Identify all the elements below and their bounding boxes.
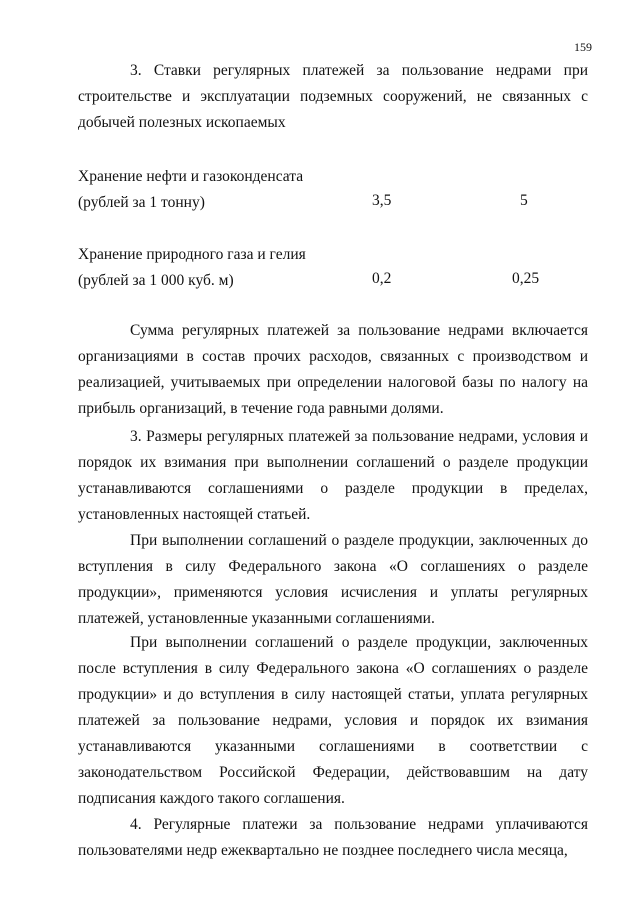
paragraph-psa-after-law: При выполнении соглашений о разделе продукции, заключенных после вступления в силу Федерального закона «О соглашениях о разделе продукции» и до вступления в силу настоящей статьи, уплата регулярных платежей за пользование недрами, условия и порядок их взимания устанавливаются указанными соглашениями в соответствии с законодательством Российской Федерации, действовавшим на дату подписания каждого такого соглашения. <box>78 634 588 807</box>
paragraph-expenses: Сумма регулярных платежей за пользование недрами включается организациями в состав прочих расходов, связанных с производством и реализацией, учитываемых при определении налоговой базы по налогу на прибыль организаций, в течение года равными долями. <box>78 322 588 417</box>
rate-oil-min: 3,5 <box>372 192 392 209</box>
rate-gas-min: 0,2 <box>372 270 392 287</box>
rate-gas-max: 0,25 <box>512 270 540 287</box>
paragraph-quarterly-payment: 4. Регулярные платежи за пользование недрами уплачиваются пользователями недр ежеквартально не позднее последнего числа месяца, <box>78 816 588 859</box>
rate-label-gas-line1: Хранение природного газа и гелия <box>78 246 306 263</box>
section-heading: 3. Ставки регулярных платежей за пользование недрами при строительстве и эксплуатации подземных сооружений, не связанных с добычей полезных ископаемых <box>78 62 588 131</box>
page-number: 159 <box>574 40 592 54</box>
paragraph-psa-sizes: 3. Размеры регулярных платежей за пользование недрами, условия и порядок их взимания при выполнении соглашений о разделе продукции устанавливаются соглашениями о разделе продукции в пределах, установленных настоящей статьей. <box>78 428 588 523</box>
rate-label-oil-line1: Хранение нефти и газоконденсата <box>78 168 304 185</box>
paragraph-psa-before-law: При выполнении соглашений о разделе продукции, заключенных до вступления в силу Федерального закона «О соглашениях о разделе продукции», применяются условия исчисления и уплаты регулярных платежей, установленные указанными соглашениями. <box>78 532 588 627</box>
rate-label-gas-line2: (рублей за 1 000 куб. м) <box>78 272 234 289</box>
rate-label-oil-line2: (рублей за 1 тонну) <box>78 194 205 211</box>
rate-oil-max: 5 <box>520 192 528 209</box>
